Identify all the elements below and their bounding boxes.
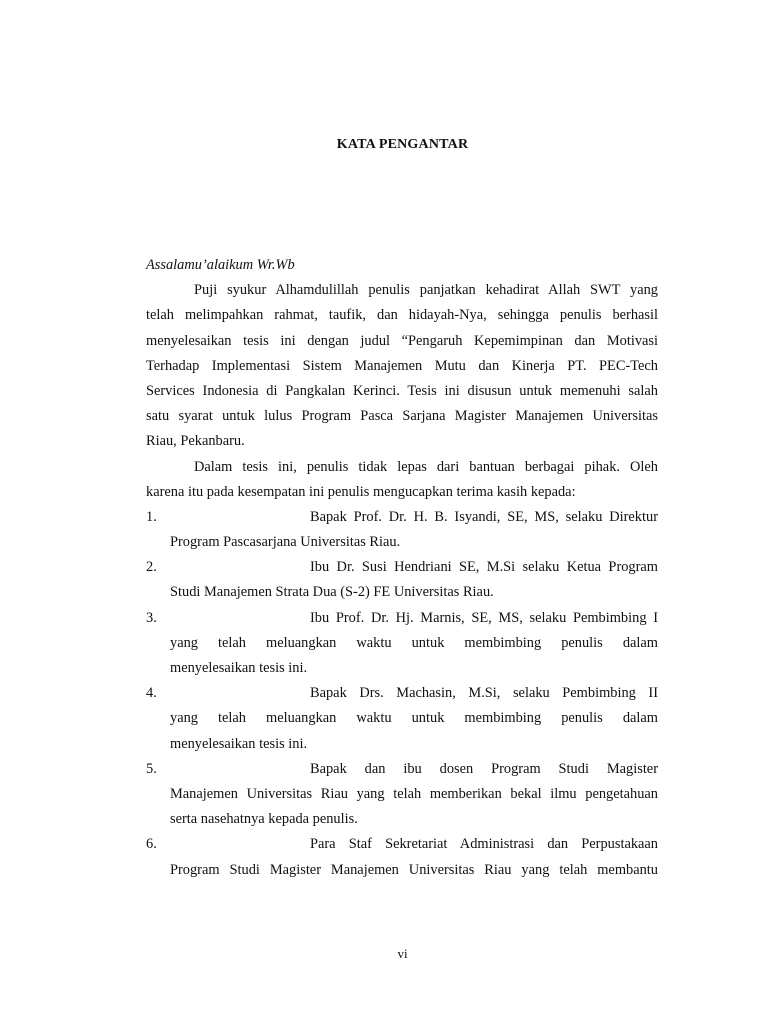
list-item-number: 5.: [146, 760, 157, 777]
list-item-text: Ibu Dr. Susi Hendriani SE, M.Si selaku Ketua Program: [310, 559, 658, 576]
page-number: vi: [397, 946, 408, 961]
para1-line: satu syarat untuk lulus Program Pasca Sarjana Magister Manajemen Universitas: [146, 408, 658, 425]
list-item: [146, 681, 658, 706]
list-item: [146, 606, 658, 631]
para1-line: menyelesaikan tesis ini dengan judul “Pengaruh Kepemimpinan dan Motivasi: [146, 332, 658, 349]
list-item-text: Bapak Prof. Dr. H. B. Isyandi, SE, MS, selaku Direktur: [310, 508, 658, 525]
para1-line: Services Indonesia di Pangkalan Kerinci. Tesis ini disusun untuk memenuhi salah: [146, 382, 658, 399]
list-item-text: Bapak dan ibu dosen Program Studi Magister: [310, 760, 658, 777]
list-item-continuation: menyelesaikan tesis ini.: [170, 735, 308, 752]
document-body: [146, 253, 658, 883]
para1-line: telah melimpahkan rahmat, taufik, dan hidayah-Nya, sehingga penulis berhasil: [146, 307, 658, 324]
para1-line: Puji syukur Alhamdulillah penulis panjatkan kehadirat Allah SWT yang: [194, 282, 658, 299]
list-item: [146, 832, 658, 857]
list-item-number: 6.: [146, 836, 157, 853]
para1-line: Terhadap Implementasi Sistem Manajemen Mutu dan Kinerja PT. PEC-Tech: [146, 357, 658, 374]
list-item-text: Para Staf Sekretariat Administrasi dan Perpustakaan: [310, 836, 658, 853]
list-item-continuation: Manajemen Universitas Riau yang telah memberikan bekal ilmu pengetahuan: [170, 785, 658, 802]
list-item-continuation: yang telah meluangkan waktu untuk membimbing penulis dalam: [170, 634, 658, 651]
list-item-continuation: serta nasehatnya kepada penulis.: [170, 811, 358, 828]
list-item-text: Ibu Prof. Dr. Hj. Marnis, SE, MS, selaku Pembimbing I: [310, 609, 658, 626]
list-item-continuation: yang telah meluangkan waktu untuk membimbing penulis dalam: [170, 710, 658, 727]
list-item: [146, 757, 658, 782]
list-item-number: 2.: [146, 559, 157, 576]
list-item-number: 1.: [146, 508, 157, 525]
para1-line: Riau, Pekanbaru.: [146, 433, 245, 450]
para2-line: karena itu pada kesempatan ini penulis mengucapkan terima kasih kepada:: [146, 483, 576, 500]
list-item-continuation: Program Studi Magister Manajemen Universitas Riau yang telah membantu: [170, 861, 658, 878]
list-item-continuation: Studi Manajemen Strata Dua (S-2) FE Universitas Riau.: [170, 584, 494, 601]
list-item: [146, 555, 658, 580]
greeting: Assalamu’alaikum Wr.Wb: [146, 257, 295, 273]
list-item: [146, 505, 658, 530]
list-item-number: 3.: [146, 609, 157, 626]
para2-line: Dalam tesis ini, penulis tidak lepas dari bantuan berbagai pihak. Oleh: [194, 458, 658, 475]
list-item-continuation: menyelesaikan tesis ini.: [170, 660, 308, 676]
list-item-text: Bapak Drs. Machasin, M.Si, selaku Pembimbing II: [310, 685, 658, 702]
list-item-continuation: Program Pascasarjana Universitas Riau.: [170, 534, 401, 551]
list-item-number: 4.: [146, 685, 157, 702]
page-title: KATA PENGANTAR: [336, 137, 469, 152]
